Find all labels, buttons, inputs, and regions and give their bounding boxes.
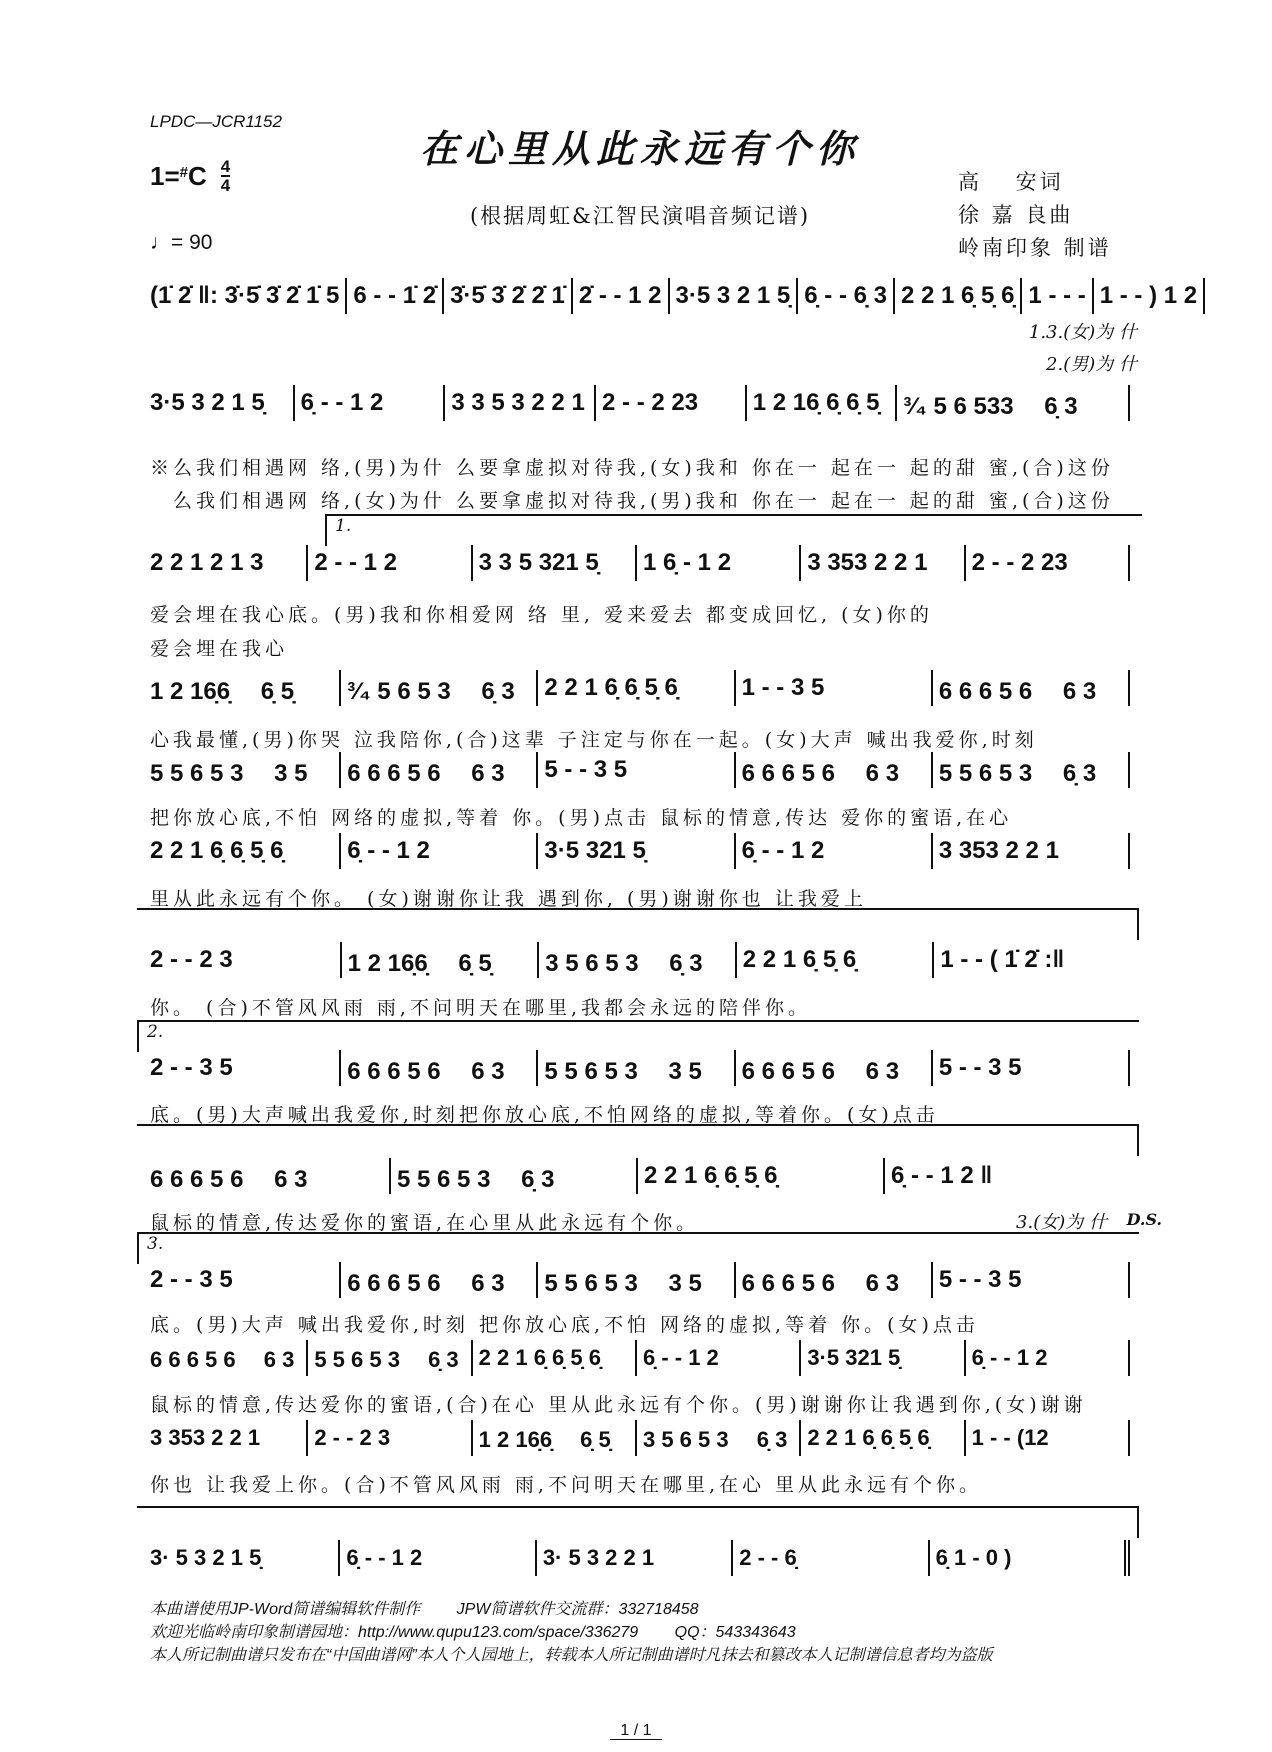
measure: 6 6 6 5 6 6 3 bbox=[341, 752, 538, 788]
cue-text: 2.(男)为 什 bbox=[1046, 354, 1137, 375]
score-code: LPDC—JCR1152 bbox=[150, 112, 282, 131]
page-number: 1 / 1 bbox=[0, 1722, 1272, 1740]
measure: 2 2 1 6̣ 6̣ 5̣ 6̣ bbox=[638, 1158, 885, 1194]
lyric-line: 里从此永远有个你。 (女)谢谢你让我 遇到你, (男)谢谢你也 让我爱上 bbox=[150, 888, 867, 910]
measure: 2 2 1 6̣ 6̣ 5̣ 6̣ bbox=[538, 670, 735, 706]
dal-segno-mark: D.S. bbox=[1126, 1210, 1162, 1229]
arranger: 岭南印象 制谱 bbox=[958, 236, 1112, 260]
volta-3: 3. bbox=[137, 1232, 1139, 1264]
measure: 1 - - - bbox=[1022, 278, 1093, 314]
cue-text: 3.(女)为 什 bbox=[1016, 1212, 1107, 1233]
notation-line-5 bbox=[150, 752, 1130, 788]
notation-line-7 bbox=[150, 942, 1130, 978]
lyric-line: 鼠标的情意,传达爱你的蜜语,(合)在心 里从此永远有个你。(男)谢谢你让我遇到你,(女)谢谢 bbox=[150, 1394, 1087, 1416]
measure: 5 5 6 5 3 6̣ 3 bbox=[308, 1340, 472, 1376]
measure: 6̣ - - 1 2 bbox=[341, 833, 538, 869]
measure: 3 3 5 3 2 2 1 bbox=[445, 385, 596, 421]
footer bbox=[150, 1598, 993, 1667]
volta-2: 2. bbox=[137, 1020, 1139, 1052]
subtitle: (根据周虹&江智民演唱音频记谱) bbox=[469, 204, 811, 228]
measure: 2 - - 1 2 bbox=[308, 545, 472, 581]
measure: 5 - - 3 5 bbox=[538, 752, 735, 788]
lyric-line: 爱会埋在我心 bbox=[150, 638, 289, 660]
page-title: 在心里从此永远有个你 bbox=[419, 126, 860, 171]
measure: 3̇·5̇ 3̇ 2̇ 2̇ 1̇ bbox=[444, 278, 573, 314]
measure: 2 - - 2 23 bbox=[596, 385, 747, 421]
measure: 2̇ - - 1 2 bbox=[573, 278, 670, 314]
lyric-line: 鼠标的情意,传达爱你的蜜语,在心里从此永远有个你。 bbox=[150, 1212, 700, 1234]
measure: ³⁄₄ 5 6 5 3 6̣ 3 bbox=[341, 670, 538, 706]
measure: 2 2 1 6̣ 6̣ 5̣ 6̣ bbox=[150, 833, 341, 869]
measure: 1 2 16̣6̣ 6̣ 5̣ bbox=[150, 670, 341, 706]
footer-line: 本人所记制曲谱只发布在“中国曲谱网”本人个人园地上，转载本人所记制曲谱时凡抹去和篡改本人记制谱信息者均为盗版 bbox=[150, 1647, 993, 1664]
measure: 3·5 321 5̣ bbox=[538, 833, 735, 869]
measure: 3 353 2 2 1 bbox=[933, 833, 1130, 869]
measure: 6 6 6 5 6 6 3 bbox=[736, 1262, 933, 1298]
volta-bracket-2-end bbox=[137, 1124, 1139, 1156]
measure: 6 6 6 5 6 6 3 bbox=[933, 670, 1130, 706]
measure: 6 6 6 5 6 6 3 bbox=[736, 752, 933, 788]
measure: 6 6 6 5 6 6 3 bbox=[150, 1158, 391, 1194]
measure: 6 6 6 5 6 6 3 bbox=[736, 1050, 933, 1086]
footer-line: 欢迎光临岭南印象制谱园地：http://www.qupu123.com/space/336279 QQ：543343643 bbox=[150, 1624, 796, 1641]
notation-line-8 bbox=[150, 1050, 1130, 1086]
measure: 6 6 6 5 6 6 3 bbox=[341, 1262, 538, 1298]
time-signature: $\frac{4}{4}$ bbox=[220, 157, 231, 195]
measure: 3 353 2 2 1 bbox=[801, 545, 965, 581]
measure: 2 - - 6̣ bbox=[733, 1540, 929, 1576]
notation-line-2 bbox=[150, 385, 1130, 421]
lyric-line: 底。(男)大声喊出我爱你,时刻把你放心底,不怕网络的虚拟,等着你。(女)点击 bbox=[150, 1104, 939, 1126]
lyric-line: 爱会埋在我心底。(男)我和你相爱网 络 里, 爱来爱去 都变成回忆, (女)你的 bbox=[150, 604, 933, 626]
measure: 3·5 3 2 1 5̣ bbox=[150, 385, 295, 421]
measure: ³⁄₄ 5 6 533 6̣ 3 bbox=[897, 385, 1130, 421]
notation-line-6 bbox=[150, 833, 1130, 869]
footer-line: 本曲谱使用JP-Word简谱编辑软件制作 JPW简谱软件交流群：332718458 bbox=[150, 1601, 699, 1618]
measure: 3·5 3 2 1 5̣ bbox=[670, 278, 799, 314]
key-label: 1= bbox=[150, 160, 180, 191]
measure: 2 2 1 6̣ 5̣ 6̣ bbox=[737, 942, 935, 978]
notation-line-1 bbox=[150, 278, 1198, 314]
lyric-line: 心我最懂,(男)你哭 泣我陪你,(合)这辈 子注定与你在一起。(女)大声 喊出我爱你,时刻 bbox=[150, 729, 1038, 751]
measure: 1 2 16̣ 6̣ 6̣ 5̣ bbox=[747, 385, 898, 421]
measure: 2 2 1 6̣ 5̣ 6̣ bbox=[895, 278, 1022, 314]
lyric-line: 你。 (合)不管风风雨 雨,不问明天在哪里,我都会永远的陪伴你。 bbox=[150, 997, 811, 1019]
measure: 3·5 321 5̣ bbox=[801, 1340, 965, 1376]
notation-line-9 bbox=[150, 1158, 1130, 1194]
measure: 2 2 1 6̣ 6̣ 5̣ 6̣ bbox=[801, 1420, 965, 1456]
measure: 6̣ - - 1 2 bbox=[295, 385, 446, 421]
credits bbox=[958, 166, 1112, 265]
measure: 1 - - (12 bbox=[966, 1420, 1130, 1456]
measure: 3· 5 3 2 2 1 bbox=[537, 1540, 733, 1576]
measure: 6 6 6 5 6 6 3 bbox=[150, 1340, 308, 1376]
lyric-line: 把你放心底,不怕 网络的虚拟,等着 你。(男)点击 鼠标的情意,传达 爱你的蜜语,在心 bbox=[150, 807, 1013, 829]
measure: 1 6̣ - 1 2 bbox=[637, 545, 801, 581]
measure: 3· 5 3 2 1 5̣ bbox=[150, 1540, 340, 1576]
measure: 2 - - 2 3 bbox=[150, 942, 342, 978]
sharp-sign: # bbox=[179, 163, 188, 181]
measure: (1̇ 2̇ ‖: 3̇·5̇ 3̇ 2̇ 1̇ 5 bbox=[150, 278, 347, 314]
lyric-line: 你也 让我爱上你。(合)不管风风雨 雨,不问明天在哪里,在心 里从此永远有个你。 bbox=[150, 1474, 983, 1496]
measure: 2 - - 2 3 bbox=[308, 1420, 472, 1456]
measure: 6 - - 1̇ 2̇ bbox=[347, 278, 444, 314]
measure: 6̣ 1 - 0 ) bbox=[930, 1540, 1130, 1576]
lyric-line: 么我们相遇网 络,(女)为什 么要拿虚拟对待我,(男)我和 你在一 起在一 起的甜 蜜,(合)这份 bbox=[150, 490, 1114, 512]
lyric-line: 底。(男)大声 喊出我爱你,时刻 把你放心底,不怕 网络的虚拟,等着 你。(女)点击 bbox=[150, 1314, 979, 1336]
cue-text: 1.3.(女)为 什 bbox=[1028, 322, 1137, 343]
measure: 2 - - 3 5 bbox=[150, 1050, 341, 1086]
lyric-line: ※么我们相遇网 络,(男)为什 么要拿虚拟对待我,(女)我和 你在一 起在一 起的甜 蜜,(合)这份 bbox=[150, 457, 1114, 479]
measure: 1 - - ( 1̇ 2̇ :‖ bbox=[940, 946, 1065, 973]
notation-line-10 bbox=[150, 1262, 1130, 1298]
measure: 6̣ - - 1 2 bbox=[637, 1340, 801, 1376]
measure: 6̣ - - 1 2 bbox=[340, 1540, 536, 1576]
composer: 徐 嘉 良曲 bbox=[958, 203, 1074, 227]
measure: 5 - - 3 5 bbox=[933, 1050, 1130, 1086]
measure: 1 - - ) 1 2 bbox=[1094, 278, 1205, 314]
measure: 6̣ - - 1 2 bbox=[966, 1340, 1130, 1376]
volta-1: 1. bbox=[325, 514, 1142, 546]
measure: 5 5 6 5 3 3 5 bbox=[538, 1050, 735, 1086]
measure: 6̣ - - 1 2 bbox=[736, 833, 933, 869]
coda-bracket bbox=[137, 1506, 1139, 1538]
volta-bracket-1-end bbox=[137, 908, 1139, 940]
measure: 2 2 1 6̣ 6̣ 5̣ 6̣ bbox=[473, 1340, 637, 1376]
measure: 3 5 6 5 3 6̣ 3 bbox=[637, 1420, 801, 1456]
measure: 1 2 16̣6̣ 6̣ 5̣ bbox=[342, 942, 540, 978]
measure: 5 5 6 5 3 6̣ 3 bbox=[933, 752, 1130, 788]
measure: 6 6 6 5 6 6 3 bbox=[341, 1050, 538, 1086]
notation-line-3 bbox=[150, 545, 1130, 581]
measure: 2 - - 3 5 bbox=[150, 1262, 341, 1298]
measure: 5 5 6 5 3 6̣ 3 bbox=[391, 1158, 638, 1194]
notation-line-12 bbox=[150, 1420, 1130, 1456]
key-signature bbox=[150, 158, 230, 194]
measure: 1 - - 3 5 bbox=[736, 670, 933, 706]
lyricist: 高 安词 bbox=[958, 170, 1064, 194]
measure: 6̣ - - 1 2 ‖ bbox=[891, 1162, 993, 1189]
measure: 5 5 6 5 3 3 5 bbox=[150, 752, 341, 788]
measure: 5 5 6 5 3 3 5 bbox=[538, 1262, 735, 1298]
measure: 1 2 16̣6̣ 6̣ 5̣ bbox=[473, 1420, 637, 1456]
measure: 5 - - 3 5 bbox=[933, 1262, 1130, 1298]
notation-line-4 bbox=[150, 670, 1130, 706]
tempo-mark: ♩= 90 bbox=[150, 231, 213, 254]
key-note: C bbox=[188, 160, 207, 191]
measure: 3 5 6 5 3 6̣ 3 bbox=[539, 942, 737, 978]
measure: 3 353 2 2 1 bbox=[150, 1420, 308, 1456]
notation-line-11 bbox=[150, 1340, 1130, 1376]
measure: 2 - - 2 23 bbox=[966, 545, 1130, 581]
notation-line-13 bbox=[150, 1540, 1130, 1576]
measure: 6̣ - - 6̣ 3 bbox=[798, 278, 895, 314]
measure: 3 3 5 321 5̣ bbox=[473, 545, 637, 581]
measure: 2 2 1 2 1 3 bbox=[150, 545, 308, 581]
